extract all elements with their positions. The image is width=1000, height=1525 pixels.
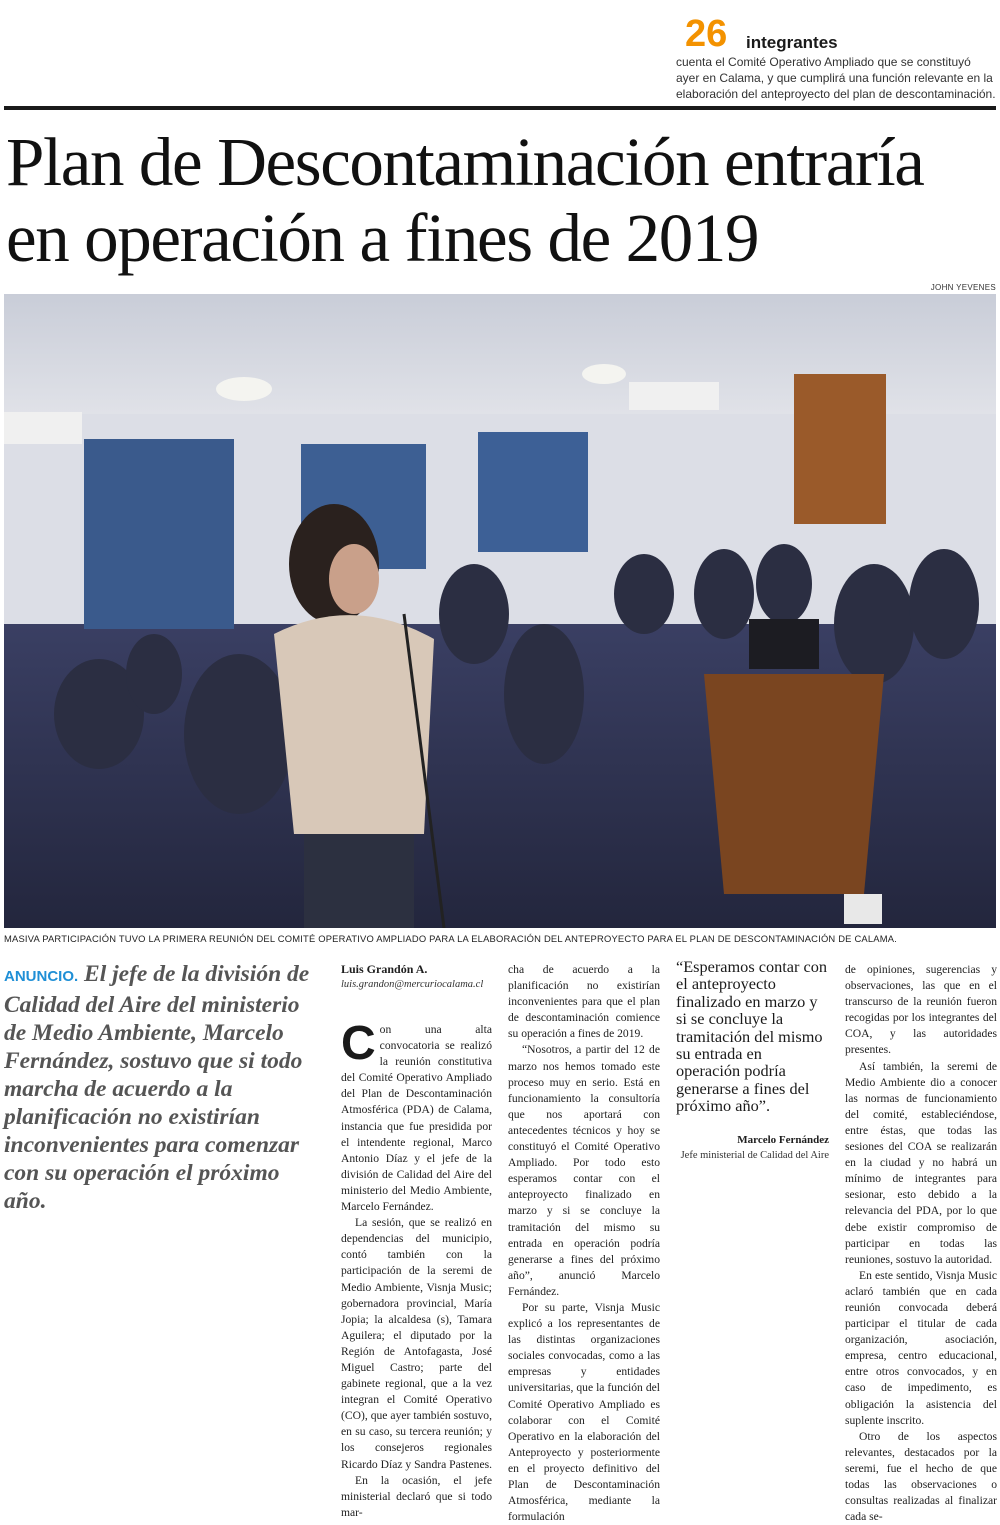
curtain [478, 432, 588, 552]
meeting-photo [4, 294, 996, 928]
floor-box [844, 894, 882, 924]
lead-paragraph [4, 960, 326, 1215]
door [794, 374, 886, 524]
headline: Plan de Descontaminación entraría en operación a fines de 2019 [6, 124, 924, 276]
article-paragraph: Otro de los aspectos relevantes, destacados por la seremi, fue el hecho de que todas las observaciones o consultas realizadas al finalizar cada se- [845, 1429, 997, 1524]
stat-number: 26 [685, 13, 728, 55]
stat-description: cuenta el Comité Operativo Ampliado que se constituyó ayer en Calama, y que cumplirá una función relevante en la elaboración del anteproyecto del plan de descontaminación. [676, 55, 996, 101]
article-paragraph: En este sentido, Visnja Music aclaró también que en cada reunión convocada deberá participar el titular de cada organización, asociación, empresa, centro educacional, entre otros convocados, y en caso de impedimento, es obligación la asistencia del suplente inscrito. [845, 1268, 997, 1427]
article-paragraph: Por su parte, Visnja Music explicó a los representantes de las distintas organizaciones sociales convocadas, como a las empresas y entidades universitarias, que la función del Comité Operativo Ampliado es colaborar con el Comité Operativo en la elaboración del Anteproyecto y posteriormente en el proyecto definitivo del Plan de Descontaminación Atmosférica, mediante la formulación [508, 1300, 660, 1524]
air-conditioner [629, 382, 719, 410]
quote-role: Jefe ministerial de Calidad del Aire [680, 1150, 829, 1161]
lead-text: El jefe de la división de Calidad del Aire del ministerio de Medio Ambiente, Marcelo Fernández, sostuvo que si todo marcha de acuerdo a la planificación no existirían inconvenientes para comenzar con su operación el próximo año. [4, 961, 310, 1214]
byline-name: Luis Grandón A. [341, 962, 428, 976]
article-paragraph: La sesión, que se realizó en dependencias del municipio, contó también con la participación de la seremi de Medio Ambiente, Visnja Music; gobernadora provincial, María Jopia; la alcaldesa (s), Tamara Aguilera; el diputado por la Región de Antofagasta, José Miguel Castro; parte del gabinete regional, que a la vez integran el Comité Operativo (CO), que ayer también sostuvo, en su caso, su tercera reunión; y los consejeros regionales Ricardo Díaz y Sandra Pastenes. [341, 1216, 492, 1471]
article-column-1 [341, 1017, 492, 1521]
top-rule-divider [4, 106, 996, 110]
byline-email[interactable]: luis.grandon@mercuriocalama.cl [341, 979, 484, 990]
stat-label: integrantes [746, 33, 838, 52]
speaker-sweater [274, 615, 434, 834]
article-paragraph: cha de acuerdo a la planificación no existirían inconvenientes para que el plan de descontaminación comience su operación a fines de 2019. [508, 963, 660, 1041]
article-paragraph: Así también, la seremi de Medio Ambiente dio a conocer las normas de funcionamiento del comité, estableciéndose, entre éstas, que todas las sesiones del COA se realizarán en la ciudad y no habrá un mínimo de integrantes para sesionar, esto debido a la relevancia del PDA, por lo que debe existir compromiso de participar en todas las reuniones, sostuvo la autoridad. [845, 1059, 997, 1266]
photo-credit: JOHN YEVENES [930, 283, 996, 292]
drop-cap: C [341, 1017, 376, 1070]
article-column-2 [508, 962, 660, 1525]
article-paragraph: de opiniones, sugerencias y observaciones, las que en el transcurso de la reunión fueron recogidas por los integrantes del COA, y las autoridades presentes. [845, 963, 997, 1057]
speaker-pants [304, 834, 414, 928]
article-paragraph: “Nosotros, a partir del 12 de marzo nos hemos tomado este proceso muy en serio. Está en funcionamiento la consultoría que nos aportará con antecedentes técnicos y hoy se constituyó el Comité Operativo Ampliado. Por todo esto esperamos contar con el anteproyecto finalizado en marzo y si se concluye la tramitación del mismo su entrada en operación podría generarse a fines del próximo año”, anunció Marcelo Fernández. [508, 1043, 660, 1298]
podium [704, 674, 884, 894]
article-paragraph: En la ocasión, el jefe ministerial declaró que si todo mar- [341, 1473, 492, 1519]
article-column-4 [845, 962, 997, 1525]
air-conditioner [4, 412, 82, 444]
speaker-face [329, 544, 379, 614]
curtain [84, 439, 234, 629]
pull-quote: “Esperamos contar con el anteproyecto finalizado en marzo y si se concluye la tramitación del mismo su entrada en operación podría generarse a fines del próximo año”. [676, 957, 827, 1116]
quote-author: Marcelo Fernández [737, 1134, 829, 1146]
lead-tag: ANUNCIO. [4, 968, 79, 985]
ceiling-lamp [582, 364, 626, 384]
ceiling-lamp [216, 377, 272, 401]
photo-caption: MASIVA PARTICIPACIÓN TUVO LA PRIMERA REUNIÓN DEL COMITÉ OPERATIVO AMPLIADO PARA LA ELABORACIÓN DEL ANTEPROYECTO PARA EL PLAN DE DESCONTAMINACIÓN DE CALAMA. [4, 933, 897, 944]
article-paragraph: Con una alta convocatoria se realizó la reunión constitutiva del Comité Operativo Ampliado del Plan de Descontaminación Atmosférica (PDA) de Calama, instancia que fue presidida por el intendente regional, Marco Antonio Díaz y el jefe de la división de Calidad del Aire del ministerio del Medio Ambiente, Marcelo Fernández. [341, 1017, 492, 1214]
laptop [749, 619, 819, 669]
